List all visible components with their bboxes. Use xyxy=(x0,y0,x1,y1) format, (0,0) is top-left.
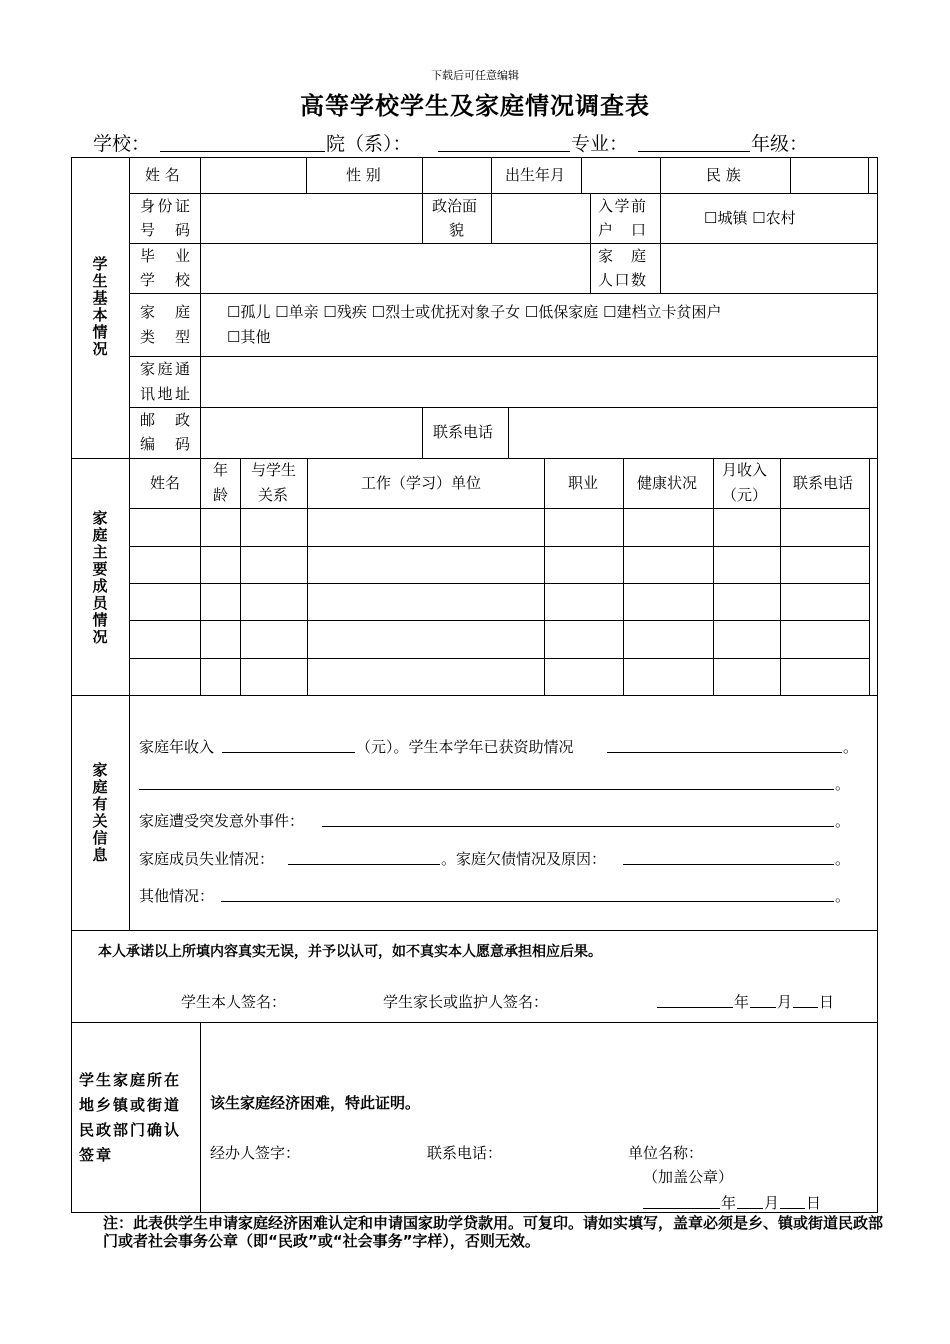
dept-label: 院（系）： xyxy=(326,133,412,155)
family-type-options[interactable]: ☐孤儿 ☐单亲 ☐残疾 ☐烈士或优抚对象子女 ☐低保家庭 ☐建档立卡贫困户 xyxy=(227,303,722,321)
pledge-month-field[interactable] xyxy=(750,1007,776,1008)
income-label: 家庭年收入 xyxy=(139,738,215,756)
divider xyxy=(129,193,878,194)
divider xyxy=(544,458,545,695)
zip-label-2: 编 码 xyxy=(140,435,190,453)
col-income-2: （元） xyxy=(722,486,768,504)
divider xyxy=(306,157,307,193)
divider xyxy=(200,1022,201,1213)
population-label-2: 人口数 xyxy=(598,271,646,289)
student-sign-label: 学生本人签名： xyxy=(181,993,287,1011)
period: 。 xyxy=(835,887,851,905)
period: 。 xyxy=(835,775,851,793)
section-family-label: 家庭主要成员情况 xyxy=(92,509,108,646)
aid-label: （元）。学生本学年已获资助情况 xyxy=(356,738,574,756)
divider xyxy=(780,458,781,695)
phone-label: 联系电话 xyxy=(433,423,494,441)
handler-sign-label: 经办人签字： xyxy=(210,1144,301,1162)
aid-field-continued[interactable] xyxy=(139,789,834,790)
id-label-1: 身份证 xyxy=(140,197,190,215)
address-label-2: 讯地址 xyxy=(140,385,190,403)
footer-note: 注：此表供学生申请家庭经济困难认定和申请国家助学贷款用。可复印。请如实填写，盖章必须是乡、镇或街道民政部门或者社会事务公章（即“民政”或“社会事务”字样），否则无效。 xyxy=(103,1214,884,1250)
divider xyxy=(129,157,130,695)
stamp-label: （加盖公章） xyxy=(643,1168,734,1186)
period: 。 xyxy=(835,812,851,830)
divider xyxy=(71,695,878,696)
divider xyxy=(869,458,870,695)
month-label: 月 xyxy=(764,1194,780,1212)
section-info-label: 家庭有关信息 xyxy=(92,761,108,864)
year-label: 年 xyxy=(721,1194,737,1212)
divider xyxy=(790,157,791,193)
school-label-2: 学 校 xyxy=(140,271,190,289)
divider xyxy=(422,157,423,243)
major-label: 专业： xyxy=(571,133,629,155)
address-label-1: 家庭通 xyxy=(140,360,190,378)
income-field[interactable] xyxy=(222,752,355,753)
debt-label: 。家庭欠债情况及原因： xyxy=(441,850,607,868)
family-type-other[interactable]: ☐其他 xyxy=(227,328,271,346)
other-label: 其他情况： xyxy=(139,887,215,905)
section-verify-label: 学生家庭所在地乡镇或街道民政部门确认签章 xyxy=(79,1071,182,1164)
accident-label: 家庭遭受突发意外事件： xyxy=(139,812,305,830)
school-field[interactable] xyxy=(160,151,325,152)
birth-label: 出生年月 xyxy=(505,166,566,184)
divider xyxy=(590,193,591,293)
unemployment-label: 家庭成员失业情况： xyxy=(139,850,275,868)
major-field[interactable] xyxy=(638,151,750,152)
divider xyxy=(623,458,624,695)
unemployment-field[interactable] xyxy=(288,864,440,865)
divider xyxy=(200,458,201,695)
pledge-day-field[interactable] xyxy=(793,1007,818,1008)
divider xyxy=(422,407,423,458)
id-label-2: 号 码 xyxy=(140,221,190,239)
type-label-2: 类 型 xyxy=(140,328,190,346)
hukou-label-2: 户 口 xyxy=(598,221,646,239)
divider xyxy=(129,243,878,244)
month-label: 月 xyxy=(777,993,793,1011)
divider xyxy=(240,458,241,695)
col-workplace: 工作（学习）单位 xyxy=(361,474,482,492)
divider xyxy=(713,458,714,695)
col-job: 职业 xyxy=(568,474,599,492)
dept-field[interactable] xyxy=(438,151,570,152)
zip-label-1: 邮 政 xyxy=(140,411,190,429)
accident-field[interactable] xyxy=(322,826,834,827)
col-relation-1: 与学生 xyxy=(251,461,297,479)
divider xyxy=(71,930,878,931)
divider xyxy=(868,157,869,193)
col-income-1: 月收入 xyxy=(722,461,768,479)
debt-field[interactable] xyxy=(623,864,834,865)
gender-label: 性 别 xyxy=(346,166,381,184)
pledge-text: 本人承诺以上所填内容真实无误，并予以认可，如不真实本人愿意承担相应后果。 xyxy=(98,944,602,960)
day-label: 日 xyxy=(819,993,835,1011)
divider xyxy=(129,695,130,930)
political-label-1: 政治面 xyxy=(432,197,478,215)
divider xyxy=(508,407,509,458)
hukou-label-1: 入学前 xyxy=(598,197,646,215)
ethnicity-label: 民 族 xyxy=(706,166,741,184)
verify-month-field[interactable] xyxy=(737,1208,763,1209)
period: 。 xyxy=(843,738,859,756)
col-age-2: 龄 xyxy=(213,486,229,504)
divider xyxy=(129,407,878,408)
verify-text: 该生家庭经济困难，特此证明。 xyxy=(210,1094,421,1112)
pledge-year-field[interactable] xyxy=(657,1007,733,1008)
divider xyxy=(660,157,661,293)
school-label: 学校： xyxy=(93,133,151,155)
divider xyxy=(581,157,582,193)
day-label: 日 xyxy=(806,1194,822,1212)
unit-name-label: 单位名称： xyxy=(628,1144,704,1162)
other-field[interactable] xyxy=(221,901,834,902)
year-label: 年 xyxy=(734,993,750,1011)
grade-label: 年级： xyxy=(751,133,809,155)
section-basic-label: 学生基本情况 xyxy=(92,255,108,358)
divider xyxy=(200,157,201,458)
col-name: 姓名 xyxy=(150,474,181,492)
school-label-1: 毕 业 xyxy=(140,247,190,265)
top-note: 下载后可任意编辑 xyxy=(431,69,519,82)
col-phone: 联系电话 xyxy=(793,474,854,492)
verify-year-field[interactable] xyxy=(643,1208,720,1209)
divider xyxy=(129,356,878,357)
parent-sign-label: 学生家长或监护人签名： xyxy=(383,993,549,1011)
divider xyxy=(491,157,492,243)
aid-field[interactable] xyxy=(607,752,842,753)
col-health: 健康状况 xyxy=(637,474,698,492)
hukou-options[interactable]: ☐城镇 ☐农村 xyxy=(704,209,796,227)
political-label-2: 貌 xyxy=(449,221,465,239)
verify-day-field[interactable] xyxy=(780,1208,805,1209)
period: 。 xyxy=(835,850,851,868)
population-label-1: 家 庭 xyxy=(598,247,646,265)
form-title: 高等学校学生及家庭情况调查表 xyxy=(300,92,650,120)
verify-phone-label: 联系电话： xyxy=(427,1144,503,1162)
type-label-1: 家 庭 xyxy=(140,303,190,321)
divider xyxy=(71,1022,878,1023)
col-age-1: 年 xyxy=(213,461,229,479)
divider xyxy=(129,293,878,294)
col-relation-2: 关系 xyxy=(258,486,289,504)
name-label: 姓 名 xyxy=(145,166,180,184)
divider xyxy=(307,458,308,695)
